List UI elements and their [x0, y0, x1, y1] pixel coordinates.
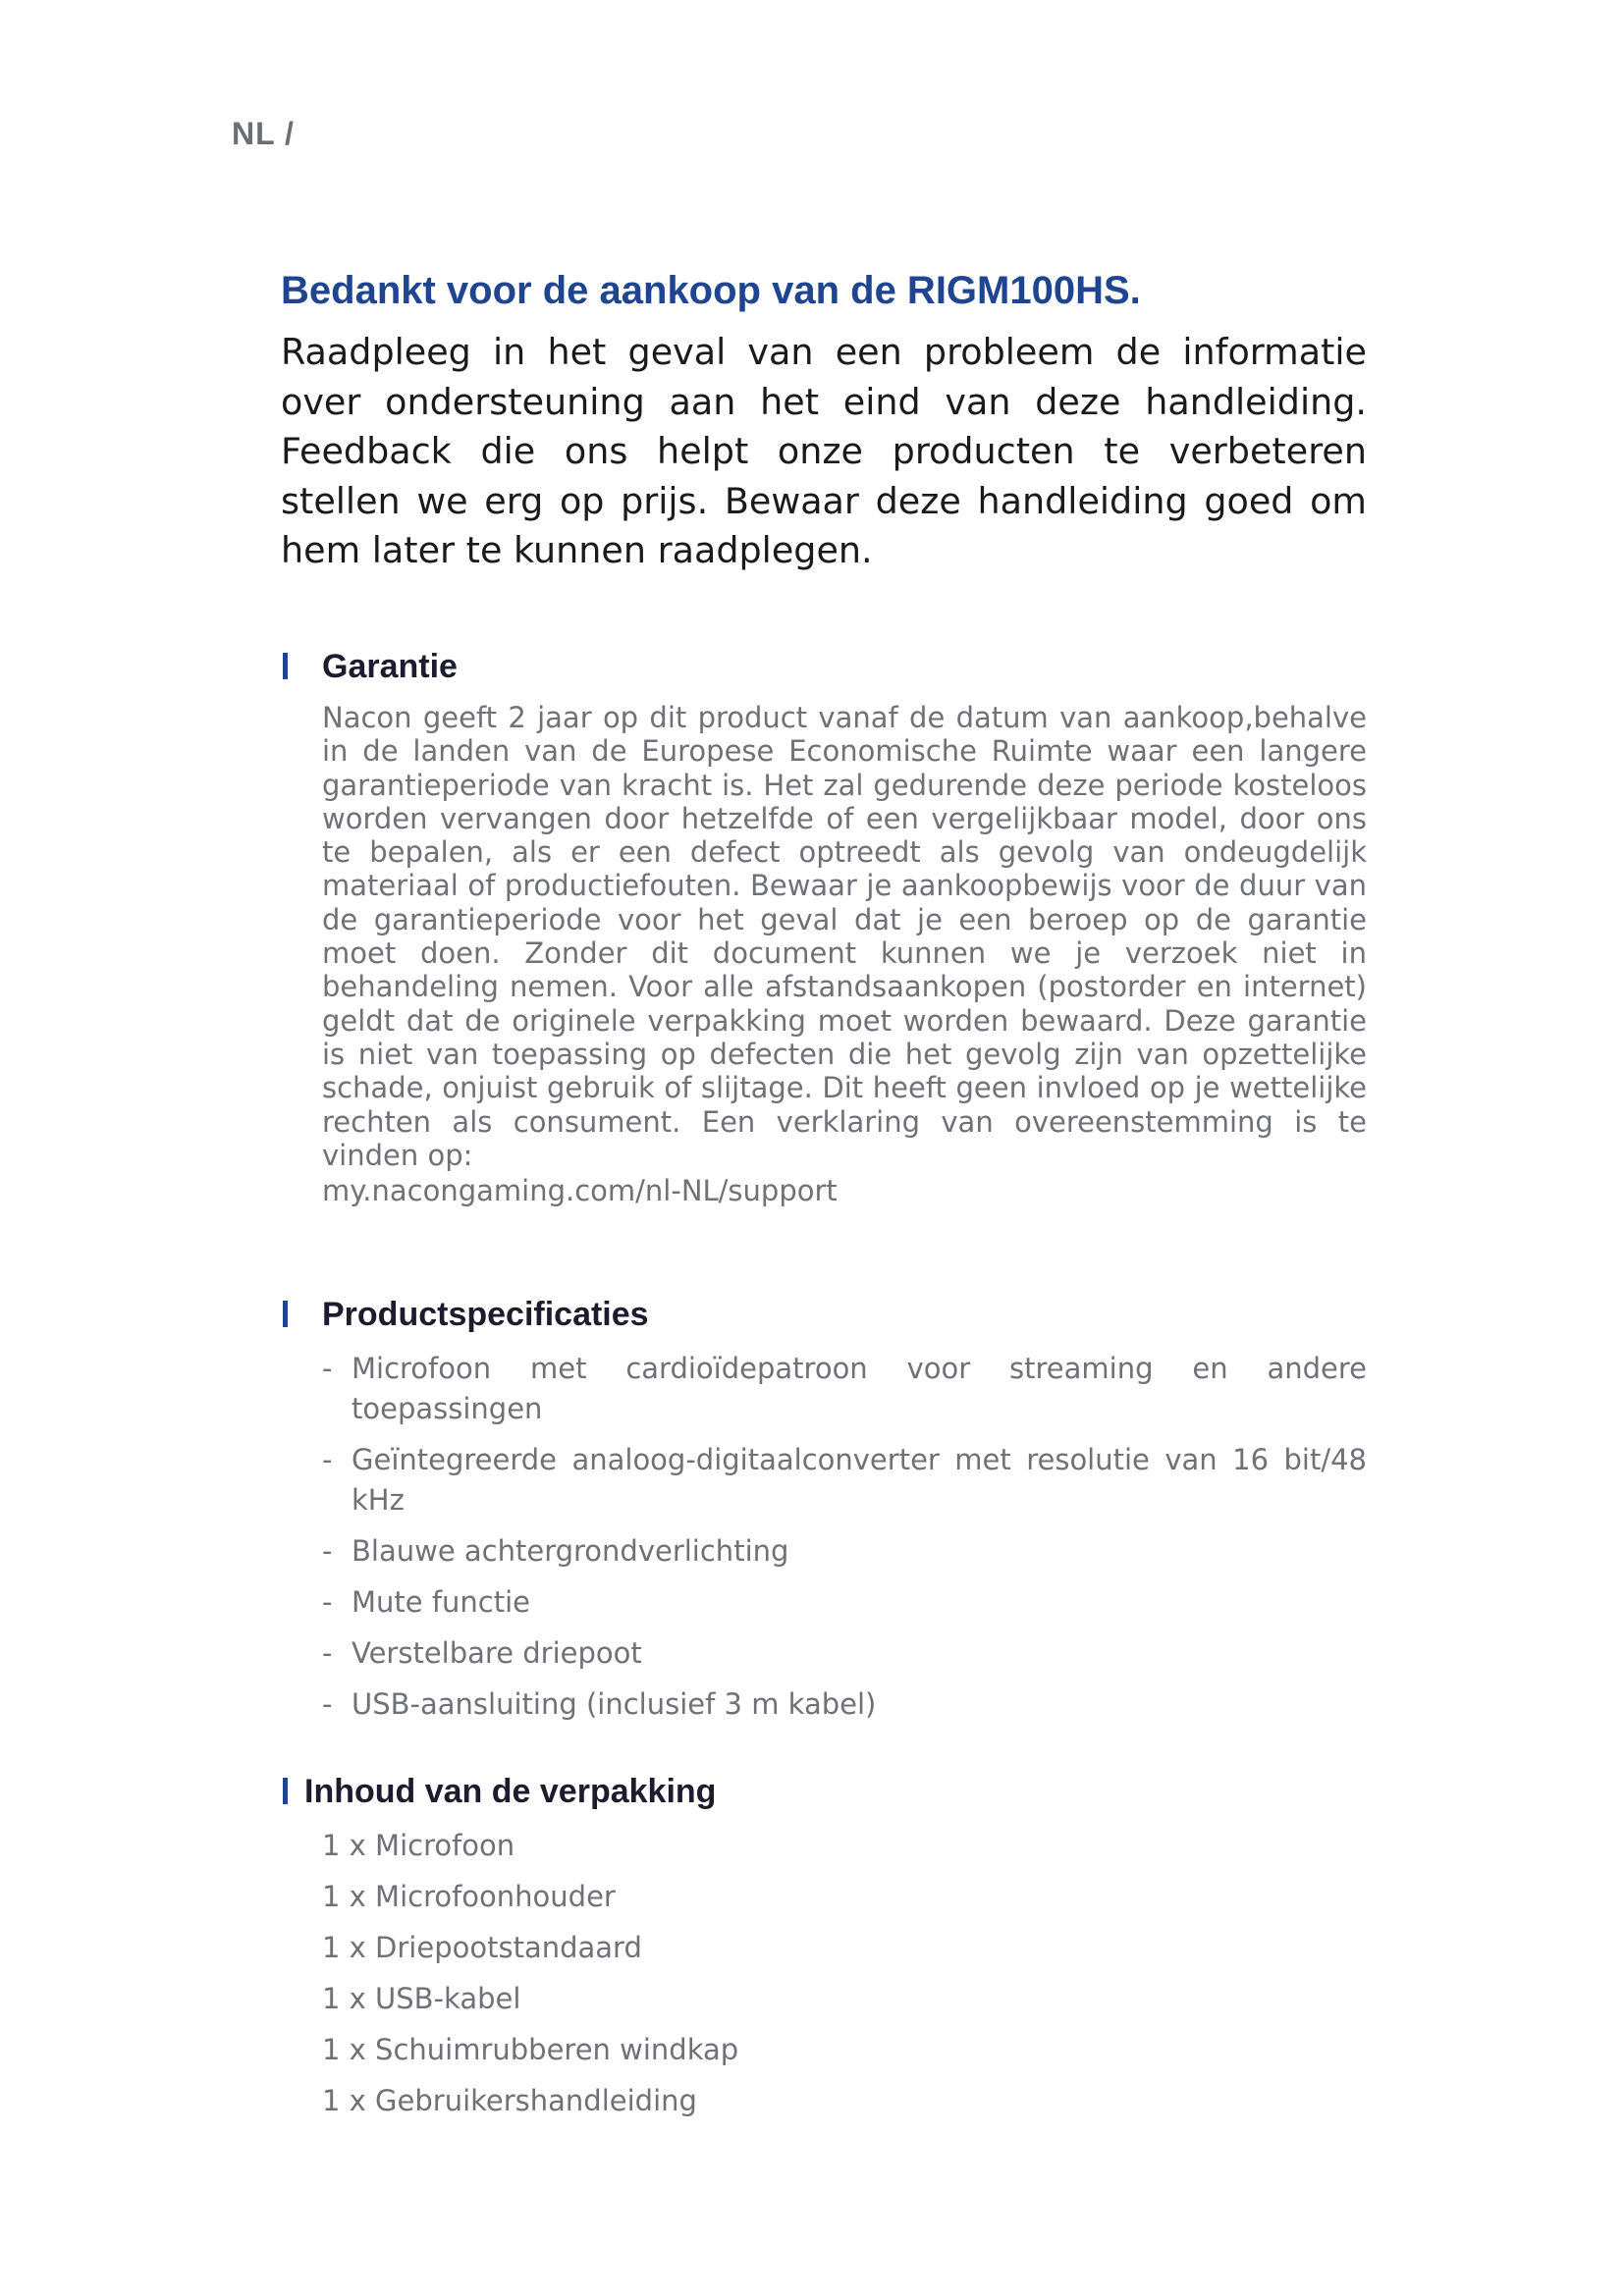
contents-list	[322, 1826, 1367, 2121]
support-url: my.nacongaming.com/nl-NL/support	[322, 1174, 838, 1208]
spec-item-text: Microfoon met cardioïdepatroon voor streaming en andere toepassingen	[352, 1352, 1367, 1425]
dash-marker: -	[322, 1443, 333, 1476]
specs-section	[281, 1292, 1367, 1735]
specs-list	[322, 1349, 1367, 1725]
list-item: 1 x Microfoonhouder	[322, 1880, 616, 1913]
intro-paragraph: Raadpleeg in het geval van een probleem de informatie over ondersteuning aan het eind van deze handleiding. Feedback die ons helpt onze producten te verbeteren stellen we erg op prijs. Bewaar deze handleiding goed om hem later te kunnen raadplegen.	[281, 331, 1367, 571]
list-item	[322, 1633, 1367, 1674]
section-bar-icon	[283, 653, 288, 679]
warranty-body: Nacon geeft 2 jaar op dit product vanaf de datum van aankoop,behalve in de landen van de Europese Economische Ruimte waar een langere garantieperiode van kracht is. Het zal gedurende deze periode kosteloos worden vervangen door hetzelfde of een vergelijkbaar model, door ons te bepalen, als er een defect optreedt als gevolg van ondeugdelijk materiaal of productiefouten. Bewaar je aankoopbewijs voor de duur van de garantieperiode voor het geval dat je een beroep op de garantie moet doen. Zonder dit document kunnen we je verzoek niet in behandeling nemen. Voor alle afstandsaankopen (postorder en internet) geldt dat de originele verpakking moet worden bewaard. Deze garantie is niet van toepassing op defecten die het gevolg zijn van opzettelijke schade, onjuist gebruik of slijtage. Dit heeft geen invloed op je wettelijke rechten als consument. Een verklaring van overeenstemming is te vinden op:	[322, 701, 1367, 1172]
contents-section	[281, 1769, 1367, 2132]
list-item: 1 x Driepootstandaard	[322, 1931, 642, 1964]
dash-marker: -	[322, 1687, 333, 1721]
dash-marker: -	[322, 1352, 333, 1385]
dash-marker: -	[322, 1585, 333, 1619]
spec-item-text: Geïntegreerde analoog-digitaalconverter met resolutie van 16 bit/48 kHz	[352, 1443, 1367, 1517]
section-bar-icon	[283, 1301, 288, 1327]
contents-heading	[281, 1769, 1367, 1814]
list-item	[322, 1349, 1367, 1429]
page-title: Bedankt voor de aankoop van de RIGM100HS.	[281, 269, 1141, 312]
list-item	[322, 1684, 1367, 1725]
list-item: 1 x Microfoon	[322, 1829, 515, 1862]
dash-marker: -	[322, 1636, 333, 1670]
section-bar-icon	[283, 1778, 288, 1804]
warranty-heading	[281, 644, 1367, 689]
dash-marker: -	[322, 1534, 333, 1568]
list-item	[322, 1582, 1367, 1623]
specs-heading	[281, 1292, 1367, 1337]
spec-item-text: Verstelbare driepoot	[352, 1636, 642, 1670]
warranty-title: Garantie	[322, 648, 458, 685]
spec-item-text: Mute functie	[352, 1585, 531, 1619]
warranty-section	[281, 644, 1367, 1207]
list-item: 1 x Schuimrubberen windkap	[322, 2033, 739, 2066]
warranty-text	[322, 701, 1367, 1207]
contents-title: Inhoud van de verpakking	[304, 1773, 717, 1810]
intro-block	[281, 263, 1367, 576]
list-item: 1 x USB-kabel	[322, 1982, 521, 2015]
language-tag: NL /	[232, 116, 295, 151]
list-item	[322, 1531, 1367, 1572]
specs-title: Productspecificaties	[322, 1296, 649, 1333]
list-item	[322, 1440, 1367, 1521]
list-item: 1 x Gebruikershandleiding	[322, 2084, 697, 2117]
spec-item-text: USB-aansluiting (inclusief 3 m kabel)	[352, 1687, 877, 1721]
spec-item-text: Blauwe achtergrondverlichting	[352, 1534, 789, 1568]
